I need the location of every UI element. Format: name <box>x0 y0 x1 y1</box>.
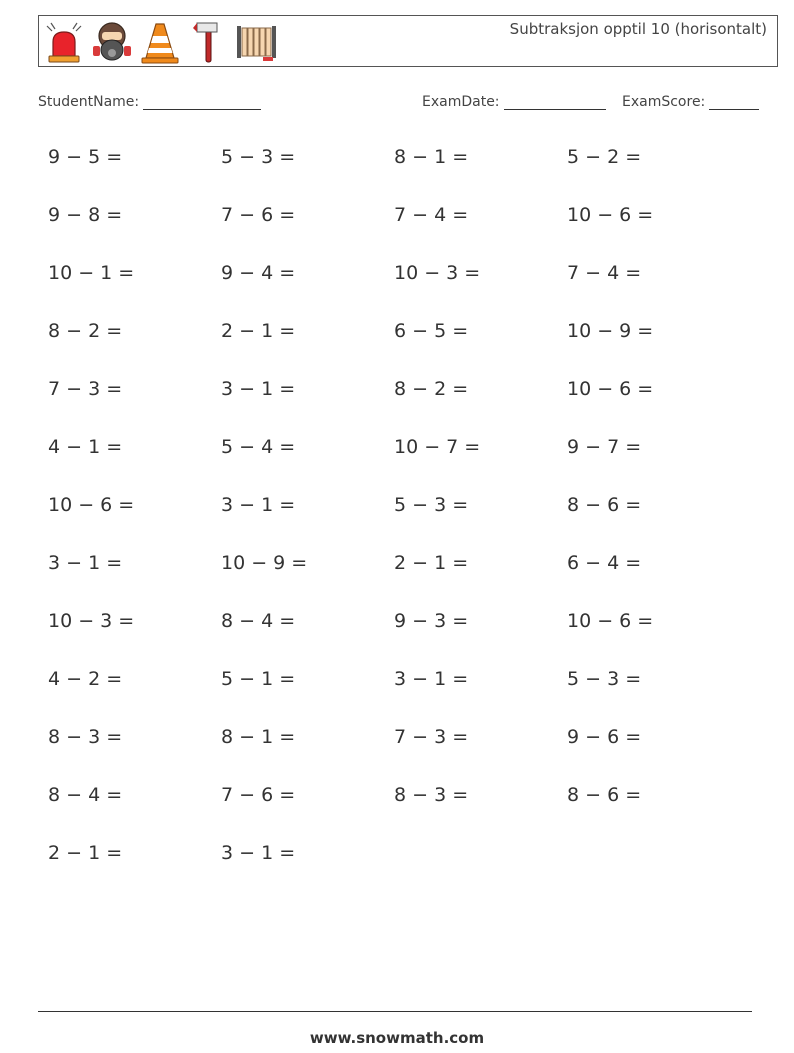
problem-item: 7 − 3 = <box>48 378 123 400</box>
problem-item: 7 − 3 = <box>394 726 469 748</box>
problem-item: 9 − 4 = <box>221 262 296 284</box>
problem-item: 8 − 3 = <box>394 784 469 806</box>
problem-item: 8 − 6 = <box>567 784 642 806</box>
problem-item: 4 − 2 = <box>48 668 123 690</box>
student-name-field[interactable] <box>38 93 261 110</box>
problem-item: 8 − 1 = <box>221 726 296 748</box>
problem-item: 7 − 4 = <box>567 262 642 284</box>
problem-item: 5 − 4 = <box>221 436 296 458</box>
fire-hose-icon <box>235 20 277 64</box>
student-info-row <box>38 93 770 117</box>
problem-item: 6 − 5 = <box>394 320 469 342</box>
problem-item: 8 − 1 = <box>394 146 469 168</box>
problem-item: 8 − 2 = <box>394 378 469 400</box>
problem-item: 3 − 1 = <box>221 842 296 864</box>
student-name-line[interactable] <box>143 93 261 110</box>
problem-item: 9 − 6 = <box>567 726 642 748</box>
problem-item: 10 − 9 = <box>221 552 308 574</box>
problem-item: 3 − 1 = <box>394 668 469 690</box>
student-name-label: StudentName: <box>38 94 140 110</box>
problem-item: 8 − 6 = <box>567 494 642 516</box>
siren-icon <box>43 20 85 64</box>
problem-item: 2 − 1 = <box>48 842 123 864</box>
problem-item: 10 − 9 = <box>567 320 654 342</box>
exam-score-label: ExamScore: <box>622 94 706 110</box>
gas-mask-icon <box>91 20 133 64</box>
problem-item: 10 − 6 = <box>567 204 654 226</box>
problem-item: 10 − 3 = <box>48 610 135 632</box>
problem-item: 7 − 4 = <box>394 204 469 226</box>
problem-item: 10 − 6 = <box>567 610 654 632</box>
problem-item: 2 − 1 = <box>394 552 469 574</box>
problem-item: 10 − 6 = <box>48 494 135 516</box>
problem-item: 3 − 1 = <box>221 494 296 516</box>
problem-item: 10 − 6 = <box>567 378 654 400</box>
problem-item: 9 − 8 = <box>48 204 123 226</box>
problem-item: 10 − 3 = <box>394 262 481 284</box>
problem-item: 5 − 2 = <box>567 146 642 168</box>
problem-item: 9 − 5 = <box>48 146 123 168</box>
problem-item: 5 − 3 = <box>221 146 296 168</box>
problem-item: 4 − 1 = <box>48 436 123 458</box>
exam-date-line[interactable] <box>504 93 606 110</box>
problem-item: 10 − 7 = <box>394 436 481 458</box>
problem-item: 5 − 3 = <box>394 494 469 516</box>
problem-item: 8 − 4 = <box>48 784 123 806</box>
worksheet-header <box>38 15 778 67</box>
exam-score-line[interactable] <box>709 93 759 110</box>
exam-score-field[interactable] <box>622 93 759 110</box>
exam-date-field[interactable] <box>422 93 606 110</box>
exam-date-label: ExamDate: <box>422 94 500 110</box>
problem-item: 9 − 3 = <box>394 610 469 632</box>
problem-item: 5 − 1 = <box>221 668 296 690</box>
header-icons <box>43 20 277 64</box>
problem-item: 5 − 3 = <box>567 668 642 690</box>
problem-item: 10 − 1 = <box>48 262 135 284</box>
problem-item: 8 − 2 = <box>48 320 123 342</box>
problem-item: 9 − 7 = <box>567 436 642 458</box>
problem-item: 3 − 1 = <box>48 552 123 574</box>
problem-item: 6 − 4 = <box>567 552 642 574</box>
traffic-cone-icon <box>139 20 181 64</box>
worksheet-title: Subtraksjon opptil 10 (horisontalt) <box>509 20 767 38</box>
footer-divider <box>38 1011 752 1012</box>
problem-item: 8 − 4 = <box>221 610 296 632</box>
problem-item: 7 − 6 = <box>221 204 296 226</box>
problem-item: 3 − 1 = <box>221 378 296 400</box>
axe-icon <box>187 20 229 64</box>
problem-item: 8 − 3 = <box>48 726 123 748</box>
problem-item: 2 − 1 = <box>221 320 296 342</box>
footer-url: www.snowmath.com <box>309 1029 485 1047</box>
problem-item: 7 − 6 = <box>221 784 296 806</box>
